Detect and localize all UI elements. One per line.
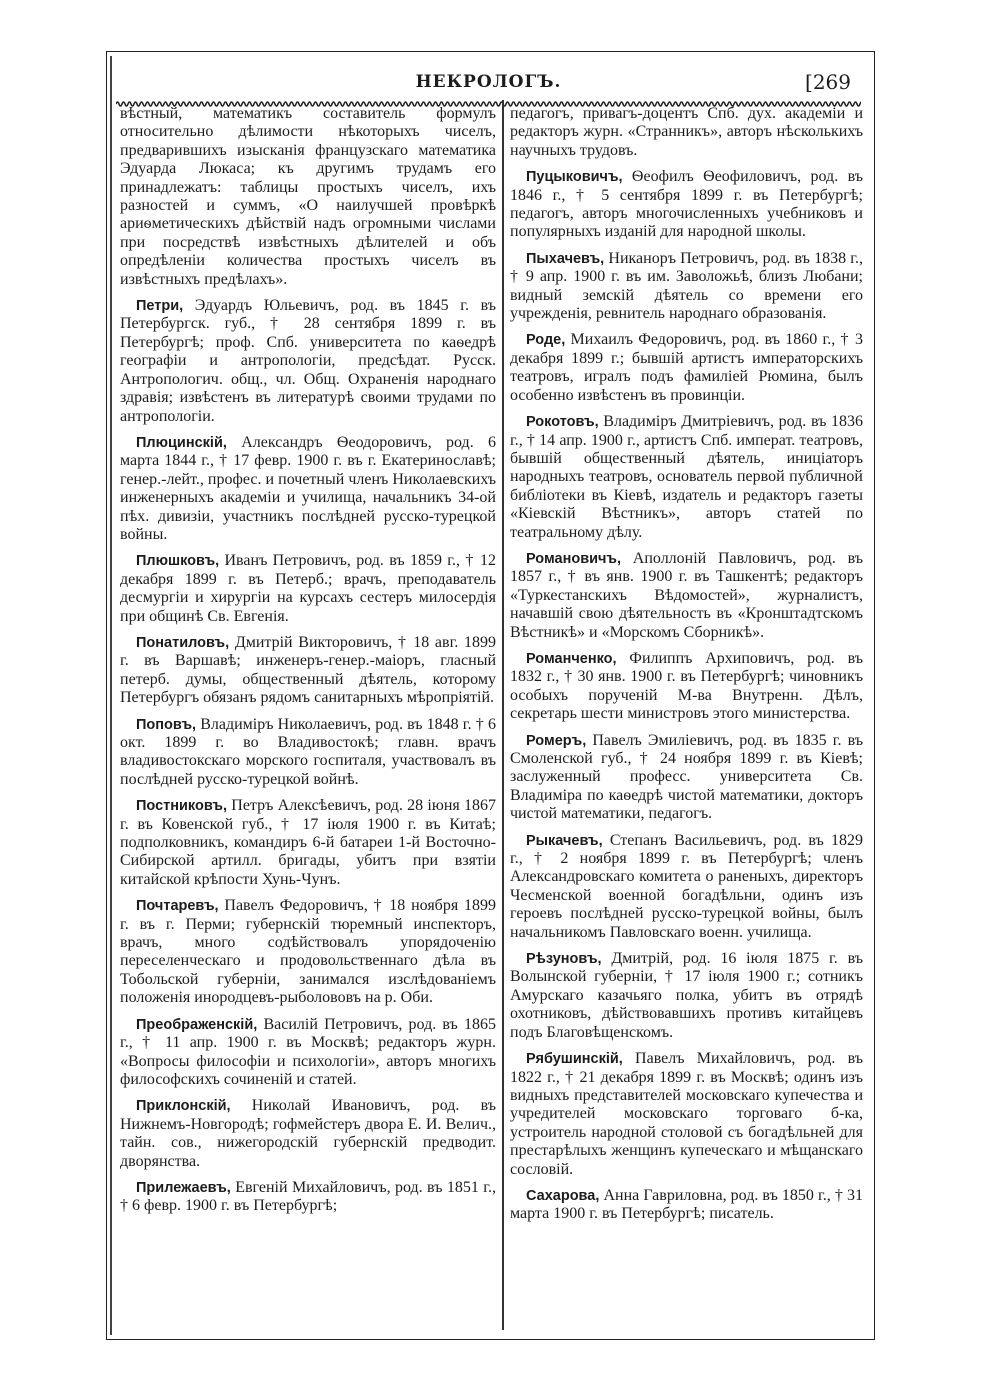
entry-name: Рѣзуновъ, — [526, 951, 602, 968]
obituary-entry — [120, 552, 496, 626]
entry-name: Пыхачевъ, — [526, 250, 605, 267]
column-divider — [502, 100, 504, 1330]
running-title: НЕКРОЛОГЪ. — [415, 72, 562, 92]
obituary-entry — [510, 732, 863, 824]
obituary-entry — [510, 250, 863, 324]
obituary-entry — [120, 1097, 496, 1171]
entry-name: Поповъ, — [136, 716, 197, 733]
entry-text: Ѳеофилъ Ѳеофиловичъ, род. въ 1846 г., † 5 сентября 1899 г. въ Петербургѣ; педагогъ, авторъ многочисленныхъ учебниковъ и популярныхъ изданій для народной школы. — [510, 168, 863, 241]
entry-name: Ромеръ, — [526, 732, 587, 749]
page-number: [269 — [805, 70, 851, 94]
entry-name: Почтаревъ, — [136, 898, 219, 915]
obituary-entry — [120, 434, 496, 544]
entry-text: Дмитрій, род. 16 іюля 1875 г. въ Волынской губерніи, † 17 іюля 1900 г.; сотникъ Амурскаго казачьяго полка, убитъ въ отрядѣ охотниковъ, дѣйствовавшихъ противъ китайцевъ подъ Благовѣщенскомъ. — [510, 950, 863, 1041]
obituary-entry — [510, 650, 863, 724]
entry-text: педагогъ, привагъ-доцентъ Спб. дух. академіи и редакторъ журн. «Странникъ», авторъ нѣсколькихъ научныхъ трудовъ. — [510, 105, 863, 159]
obituary-entry — [510, 1050, 863, 1179]
entry-continuation — [510, 105, 863, 160]
entry-text: Никаноръ Петровичъ, род. въ 1838 г., † 9 апр. 1900 г. въ им. Заволожьѣ, близъ Любани; видный земскій дѣятель со времени его учрежденія, ревнитель народнаго образованія. — [510, 249, 863, 323]
entry-text: Анна Гавриловна, род. въ 1850 г., † 31 марта 1900 г. въ Петербургѣ; писатель. — [510, 1186, 863, 1223]
entry-text: Николай Ивановичъ, род. въ Нижнемъ-Новгородѣ; гофмейстеръ двора Е. И. Велич., тайн. сов., нижегородскій губернскій предводит. дворянства. — [120, 1097, 496, 1170]
entry-text: Аполлоній Павловичъ, род. въ 1857 г., † въ янв. 1900 г. въ Ташкентѣ; редакторъ «Туркестанскихъ Вѣдомостей», журналистъ, начавшій свою дѣятельность въ «Кронштадтскомъ Вѣстникѣ» и «Морскомъ Сборникѣ». — [510, 549, 863, 641]
entry-text: Петръ Алексѣевичъ, род. 28 іюня 1867 г. въ Ковенской губ., † 17 іюля 1900 г. въ Китаѣ; подполковникъ, командиръ 6-й батареи 1-й Восточно-Сибирской артилл. бригады, убитъ при взятіи китайской крѣпости Хунь-Чунъ. — [120, 797, 496, 888]
entry-text: Иванъ Петровичъ, род. въ 1859 г., † 12 декабря 1899 г. въ Петерб.; врачъ, преподаватель десмургіи и хирургіи на курсахъ сестеръ милосердія при общинѣ Св. Евгенія. — [120, 552, 496, 625]
entry-name: Прилежаевъ, — [136, 1179, 231, 1196]
entry-text: Владиміръ Николаевичъ, род. въ 1848 г. † 6 окт. 1899 г. во Владивостокѣ; главн. врачъ владивостокскаго морского госпиталя, участвовалъ въ послѣдней русско-турецкой войнѣ. — [120, 715, 496, 788]
entry-text: Василій Петровичъ, род. въ 1865 г., † 11 апр. 1900 г. въ Москвѣ; редакторъ журн. «Вопросы философіи и психологіи», авторъ многихъ философскихъ сочиненій и статей. — [120, 1015, 496, 1088]
entry-name: Петри, — [136, 298, 184, 315]
entry-text: Александръ Ѳеодоровичъ, род. 6 марта 1844 г., † 17 февр. 1900 г. въ г. Екатеринославѣ; генер.-лейт., профес. и почетный членъ Николаевскихъ инженерныхъ академіи и училища, начальникъ 34-ой пѣх. дивизіи, участникъ послѣдней русско-турецкой войны. — [120, 433, 496, 543]
entry-text: Эдуардъ Юльевичъ, род. въ 1845 г. въ Петербургск. губ., † 28 сентября 1899 г. въ Петербургѣ; проф. Спб. университета по каѳедрѣ географіи и антропологіи, предсѣдат. Русск. Антропологич. общ., чл. Общ. Охраненія народнаго здравія; извѣстенъ въ литературѣ своими трудами по антропологіи. — [120, 297, 496, 425]
entry-name: Постниковъ, — [136, 798, 228, 815]
obituary-entry — [120, 797, 496, 889]
entry-name: Пуцыковичъ, — [526, 169, 623, 186]
obituary-entry — [510, 168, 863, 242]
obituary-entry — [510, 331, 863, 405]
entry-name: Романченко, — [526, 650, 617, 667]
obituary-entry — [120, 897, 496, 1007]
entry-name: Роде, — [526, 332, 566, 349]
entry-text: Владиміръ Дмитріевичъ, род. въ 1836 г., † 14 апр. 1900 г., артистъ Спб. императ. театровъ, бывшій общественный дѣятель, иниціаторъ народныхъ театровъ, основатель первой публичной библіотеки въ Кіевѣ, издатель и редакторъ газеты «Кіевскій Вѣстникъ», авторъ статей по театральному дѣлу. — [510, 413, 863, 541]
entry-text: Михаилъ Федоровичъ, род. въ 1860 г., † 3 декабря 1899 г.; бывшій артистъ императорскихъ театровъ, игралъ подъ фамиліей Рюмина, былъ особенно извѣстенъ въ провинціи. — [510, 331, 863, 404]
entry-text: вѣстный, математикъ составитель формулъ относительно дѣлимости нѣкоторыхъ чиселъ, предварившихъ изысканія французскаго математика Эдуарда Люкаса; къ другимъ трудамъ его принадлежатъ: таблицы простыхъ чиселъ, ихъ разностей и суммъ, «О наилучшей провѣркѣ ариѳметическихъ дѣйствій надъ огромными числами при посредствѣ извѣстныхъ дѣлителей и объ опредѣленіи количества простыхъ чиселъ въ извѣстныхъ предѣлахъ». — [120, 105, 496, 288]
obituary-entry — [510, 950, 863, 1042]
entry-name: Понатиловъ, — [136, 634, 230, 651]
entry-name: Плюцинскій, — [136, 434, 227, 451]
entry-text: Степанъ Васильевичъ, род. въ 1829 г., † 2 ноября 1899 г. въ Петербургѣ; членъ Александровскаго комитета о раненыхъ, директоръ Чесменской военной богадѣльни, одинъ изъ героевъ послѣдней русско-турецкой войны, былъ начальникомъ Павловскаго военн. училища. — [510, 831, 863, 941]
obituary-entry — [510, 413, 863, 542]
entry-text: Евгеній Михайловичъ, род. въ 1851 г., † 6 февр. 1900 г. въ Петербургѣ; — [120, 1178, 496, 1215]
obituary-entry — [120, 634, 496, 708]
obituary-entry — [120, 1179, 496, 1216]
obituary-entry — [510, 1187, 863, 1224]
frame-inner-rule — [110, 56, 112, 1335]
entry-name: Рябушинскій, — [526, 1051, 623, 1068]
entry-text: Павелъ Эмиліевичъ, род. въ 1835 г. въ Смоленской губ., † 24 ноября 1899 г. въ Кіевѣ; заслуженный професс. университета Св. Владиміра по каѳедрѣ чистой математики, докторъ чистой математики, педагогъ. — [510, 731, 863, 823]
obituary-entry — [510, 832, 863, 942]
obituary-entry — [120, 297, 496, 426]
entry-name: Приклонскій, — [136, 1098, 231, 1115]
obituary-entry — [120, 1016, 496, 1090]
entry-text: Павелъ Михайловичъ, род. въ 1822 г., † 21 декабря 1899 г. въ Москвѣ; одинъ изъ видныхъ представителей московскаго купечества и учредителей московскаго торговаго б-ка, устроитель народной столовой съ богадѣльней для престарѣлыхъ женщинъ купеческаго и мѣщанскаго сословій. — [510, 1050, 863, 1178]
entry-name: Плюшковъ, — [136, 553, 220, 570]
entry-text: Филиппъ Архиповичъ, род. въ 1832 г., † 30 янв. 1900 г. въ Петербургѣ; чиновникъ особыхъ порученій М-ва Внутренн. Дѣлъ, секретарь шести министровъ этого министерства. — [510, 649, 863, 723]
entry-text: Дмитрій Викторовичъ, † 18 авг. 1899 г. въ Варшавѣ; инженеръ-генер.-маіоръ, гласный петерб. думы, общественный дѣятель, которому Петербургъ обязанъ рядомъ санитарныхъ мѣропріятій. — [120, 633, 496, 707]
entry-continuation — [120, 105, 496, 289]
entry-name: Рокотовъ, — [526, 414, 599, 431]
right-column — [510, 105, 863, 1232]
left-column — [120, 105, 496, 1224]
entry-name: Рыкачевъ, — [526, 832, 603, 849]
obituary-entry — [510, 550, 863, 642]
page-header — [116, 72, 861, 100]
entry-name: Романовичъ, — [526, 550, 622, 567]
obituary-entry — [120, 716, 496, 790]
entry-text: Павелъ Федоровичъ, † 18 ноября 1899 г. въ г. Перми; губернскій тюремный инспекторъ, врачъ, много содѣйствовалъ упорядоченію переселенческаго и продовольственнаго дѣла въ Тобольской губерніи, занимался изслѣдованіемъ положенія инородцевъ-рыболововъ на р. Оби. — [120, 897, 496, 1007]
entry-name: Сахарова, — [526, 1187, 600, 1204]
entry-name: Преображенскій, — [136, 1016, 258, 1033]
